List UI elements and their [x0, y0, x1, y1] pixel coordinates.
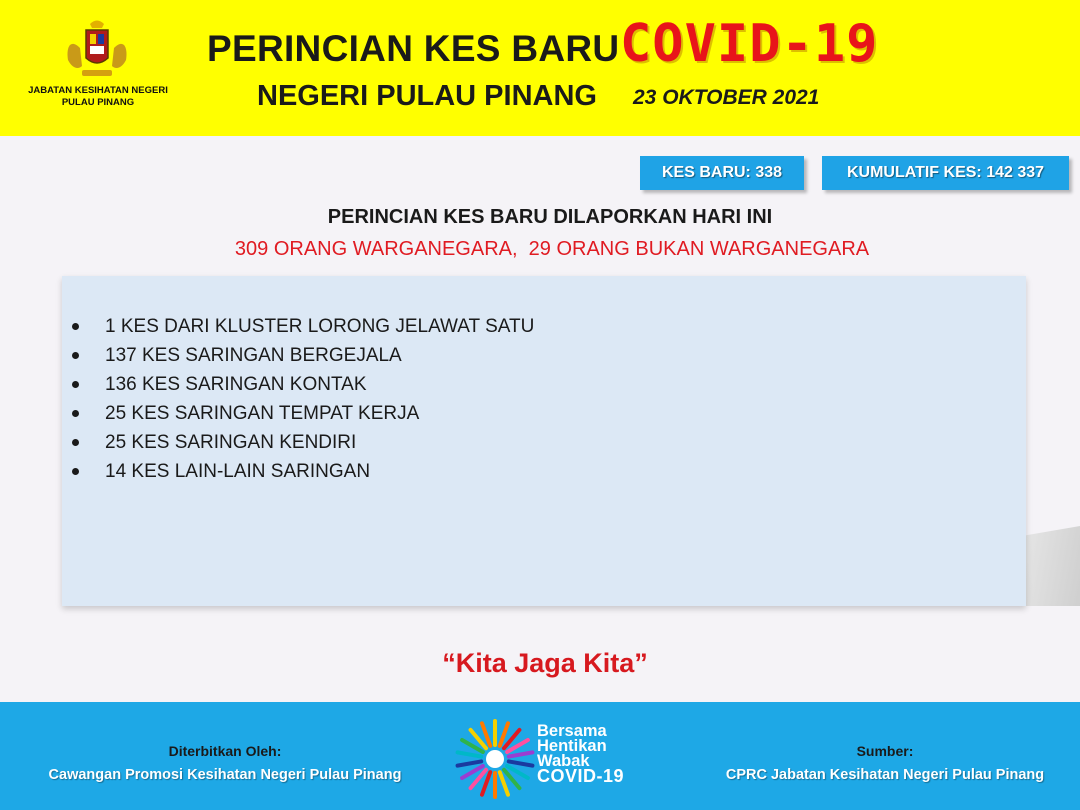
publisher-block [20, 742, 430, 786]
bullet-icon [72, 410, 79, 417]
cumulative-cases-badge: KUMULATIF KES: 142 337 [822, 156, 1069, 190]
case-details-panel [62, 276, 1026, 606]
region-title: NEGERI PULAU PINANG [257, 80, 597, 112]
publisher-name: Cawangan Promosi Kesihatan Negeri Pulau Pinang [48, 767, 402, 783]
campaign-burst-icon [452, 716, 538, 802]
source-block [705, 742, 1065, 786]
campaign-tagline [537, 724, 624, 784]
summary-title: PERINCIAN KES BARU DILAPORKAN HARI INI [327, 206, 773, 228]
case-details-list [72, 312, 534, 486]
bullet-icon [72, 468, 79, 475]
covid-title: COVID-19 [620, 14, 879, 74]
list-item-text: 136 KES SARINGAN KONTAK [105, 373, 367, 395]
footer [0, 702, 1080, 810]
new-cases-badge: KES BARU: 338 [640, 156, 804, 190]
bullet-icon [72, 352, 79, 359]
list-item [72, 457, 534, 486]
slogan: “Kita Jaga Kita” [442, 648, 648, 678]
list-item-text: 25 KES SARINGAN TEMPAT KERJA [105, 402, 420, 424]
agency-name-line2: PULAU PINANG [61, 97, 135, 108]
source-label: Sumber: [856, 743, 914, 759]
list-item [72, 370, 534, 399]
agency-name-line1: JABATAN KESIHATAN NEGERI [28, 85, 168, 96]
bullet-icon [72, 439, 79, 446]
list-item [72, 341, 534, 370]
campaign-line: Hentikan [537, 737, 607, 755]
bullet-icon [72, 381, 79, 388]
agency-name [10, 85, 186, 109]
campaign-line: Wabak [537, 752, 590, 770]
source-name: CPRC Jabatan Kesihatan Negeri Pulau Pinang [725, 767, 1045, 783]
decorative-shadow [1024, 526, 1080, 606]
list-item-text: 1 KES DARI KLUSTER LORONG JELAWAT SATU [105, 315, 535, 337]
page-title: PERINCIAN KES BARU [207, 28, 620, 69]
list-item-text: 25 KES SARINGAN KENDIRI [105, 431, 357, 453]
publisher-label: Diterbitkan Oleh: [168, 743, 282, 759]
campaign-burst-rays [458, 721, 533, 797]
citizenship-breakdown: 309 ORANG WARGANEGARA, 29 ORANG BUKAN WARGANEGARA [234, 238, 870, 260]
list-item [72, 428, 534, 457]
list-item-text: 14 KES LAIN-LAIN SARINGAN [105, 460, 371, 482]
coat-of-arms-icon [52, 18, 142, 82]
campaign-line: COVID-19 [537, 766, 625, 786]
list-item [72, 312, 534, 341]
header-banner [0, 0, 1080, 136]
bullet-icon [72, 323, 79, 330]
list-item-text: 137 KES SARINGAN BERGEJALA [105, 344, 402, 366]
campaign-line: Bersama [537, 722, 607, 740]
report-date: 23 OKTOBER 2021 [633, 86, 820, 109]
list-item [72, 399, 534, 428]
